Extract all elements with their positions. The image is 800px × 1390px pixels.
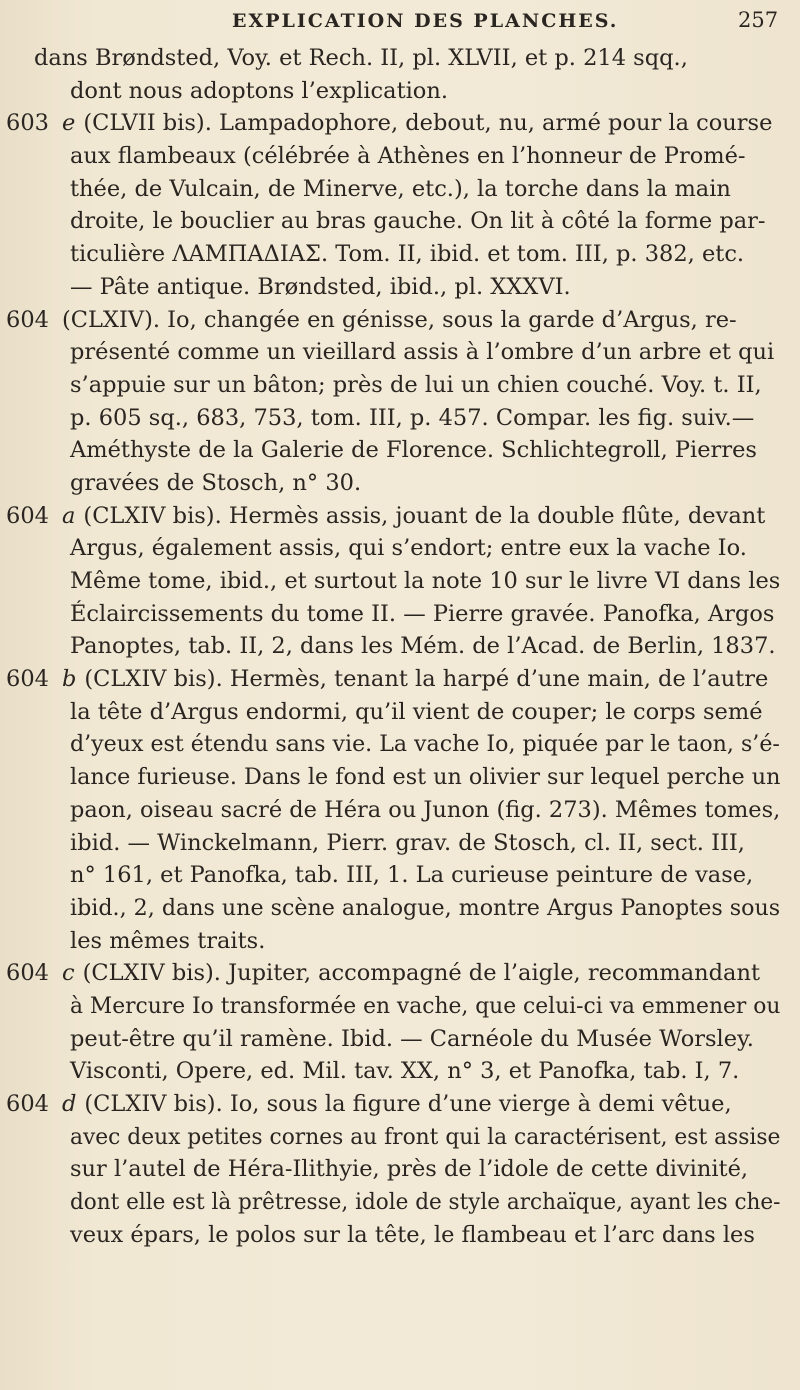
line-text: (CLXIV bis). Io, sous la figure d’une vierge à demi vêtue, <box>84 1091 732 1117</box>
entry-letter: a <box>62 502 76 529</box>
line-text: présenté comme un vieillard assis à l’ombre d’un arbre et qui <box>70 339 775 366</box>
entry-number: 604 <box>6 960 49 987</box>
text-line <box>0 1055 800 1088</box>
entry-line <box>0 500 800 533</box>
text-line <box>0 761 800 794</box>
text-line <box>0 728 800 761</box>
text-line <box>0 1219 800 1252</box>
line-text: aux flambeaux (célébrée à Athènes en l’honneur de Promé- <box>70 143 746 170</box>
line-text: d’yeux est étendu sans vie. La vache Io, piquée par le taon, s’é- <box>70 731 780 758</box>
line-text: Éclaircissements du tome II. — Pierre gravée. Panofka, Argos <box>70 600 775 627</box>
line-text: dont elle est là prêtresse, idole de style archaïque, ayant les che- <box>70 1189 781 1216</box>
line-text: les mêmes traits. <box>70 927 266 954</box>
line-text: — Pâte antique. Brøndsted, ibid., pl. XXXVI. <box>70 273 571 300</box>
text-line <box>0 140 800 173</box>
text-line <box>0 467 800 500</box>
line-text: Argus, également assis, qui s’endort; entre eux la vache Io. <box>70 535 747 562</box>
line-text: (CLVII bis). Lampadophore, debout, nu, armé pour la course <box>83 110 773 137</box>
line-text: lance furieuse. Dans le fond est un olivier sur lequel perche un <box>70 764 781 791</box>
text-line <box>0 1121 800 1154</box>
text-line <box>0 827 800 860</box>
text-line <box>0 369 800 402</box>
text-line <box>0 532 800 565</box>
text-line <box>0 1153 800 1186</box>
text-line <box>0 598 800 631</box>
line-text: ibid., 2, dans une scène analogue, montre Argus Panoptes sous <box>70 894 781 921</box>
line-text: Visconti, Opere, ed. Mil. tav. XX, n° 3, et Panofka, tab. I, 7. <box>70 1058 740 1085</box>
line-text: n° 161, et Panofka, tab. III, 1. La curieuse peinture de vase, <box>70 862 754 889</box>
entry-line <box>0 663 800 696</box>
text-line <box>0 565 800 598</box>
line-text: Améthyste de la Galerie de Florence. Schlichtegroll, Pierres <box>70 437 757 464</box>
entry-letter: e <box>62 110 76 137</box>
entry-line <box>0 957 800 990</box>
running-head <box>0 0 800 36</box>
line-text: ibid. — Winckelmann, Pierr. grav. de Stosch, cl. II, sect. III, <box>70 829 745 856</box>
entry-number: 604 <box>6 1091 49 1117</box>
entry-line <box>0 1088 800 1121</box>
text-line <box>0 630 800 663</box>
line-text: (CLXIV bis). Hermès assis, jouant de la double flûte, devant <box>83 502 766 529</box>
entry-number: 604 <box>6 666 49 693</box>
line-text: (CLXIV bis). Jupiter, accompagné de l’aigle, recommandant <box>82 960 761 987</box>
text-line <box>0 696 800 729</box>
line-text: paon, oiseau sacré de Héra ou Junon (fig. 273). Mêmes tomes, <box>70 796 781 823</box>
text-line <box>0 271 800 304</box>
entry-line <box>0 304 800 337</box>
line-text: s’appuie sur un bâton; près de lui un chien couché. Voy. t. II, <box>70 371 762 398</box>
text-line <box>0 990 800 1023</box>
line-text: ticulière ΛΑΜΠΑΔΙΑΣ. Tom. II, ibid. et tom. III, p. 382, etc. <box>70 241 745 268</box>
text-line <box>0 1186 800 1219</box>
text-line <box>0 794 800 827</box>
text-line <box>0 402 800 435</box>
text-line <box>0 336 800 369</box>
line-text: peut-être qu’il ramène. Ibid. — Carnéole du Musée Worsley. <box>70 1025 754 1052</box>
line-text: veux épars, le polos sur la tête, le flambeau et l’arc dans les <box>70 1221 755 1248</box>
line-text: dans Brøndsted, Voy. et Rech. II, pl. XLVII, et p. 214 sqq., <box>34 45 688 71</box>
line-text: p. 605 sq., 683, 753, tom. III, p. 457. Compar. les fig. suiv.— <box>70 404 755 431</box>
line-text: gravées de Stosch, n° 30. <box>70 469 362 496</box>
text-line <box>0 859 800 892</box>
line-text: thée, de Vulcain, de Minerve, etc.), la torche dans la main <box>70 175 731 202</box>
entry-letter: d <box>62 1091 77 1117</box>
line-text: Panoptes, tab. II, 2, dans les Mém. de l’Acad. de Berlin, 1837. <box>70 633 776 660</box>
entry-letter: b <box>62 666 77 693</box>
entry-number: 603 <box>6 110 49 137</box>
line-text: à Mercure Io transformée en vache, que celui-ci va emmener ou <box>70 992 781 1019</box>
text-line <box>0 42 800 75</box>
line-text: avec deux petites cornes au front qui la caractérisent, est assise <box>70 1123 781 1150</box>
running-title: EXPLICATION DES PLANCHES. <box>232 10 619 32</box>
text-line <box>0 925 800 958</box>
line-text: dont nous adoptons l’explication. <box>70 77 448 104</box>
entry-number: 604 <box>6 502 49 529</box>
entry-number: 604 <box>6 306 49 333</box>
text-line <box>0 173 800 206</box>
text-line <box>0 75 800 108</box>
entry-letter: c <box>62 960 75 987</box>
line-text: (CLXIV bis). Hermès, tenant la harpé d’une main, de l’autre <box>84 666 769 693</box>
text-line <box>0 892 800 925</box>
text-line <box>0 238 800 271</box>
line-text: (CLXIV). Io, changée en génisse, sous la garde d’Argus, re- <box>62 306 737 333</box>
text-line <box>0 1023 800 1056</box>
line-text: sur l’autel de Héra-Ilithyie, près de l’idole de cette divinité, <box>70 1156 749 1183</box>
text-body <box>0 42 800 1251</box>
page-number: 257 <box>738 8 779 32</box>
line-text: la tête d’Argus endormi, qu’il vient de couper; le corps semé <box>70 698 763 725</box>
line-text: droite, le bouclier au bras gauche. On lit à côté la forme par- <box>70 208 766 235</box>
entry-line <box>0 107 800 140</box>
text-line <box>0 205 800 238</box>
line-text: Même tome, ibid., et surtout la note 10 sur le livre VI dans les <box>70 568 781 594</box>
text-line <box>0 434 800 467</box>
